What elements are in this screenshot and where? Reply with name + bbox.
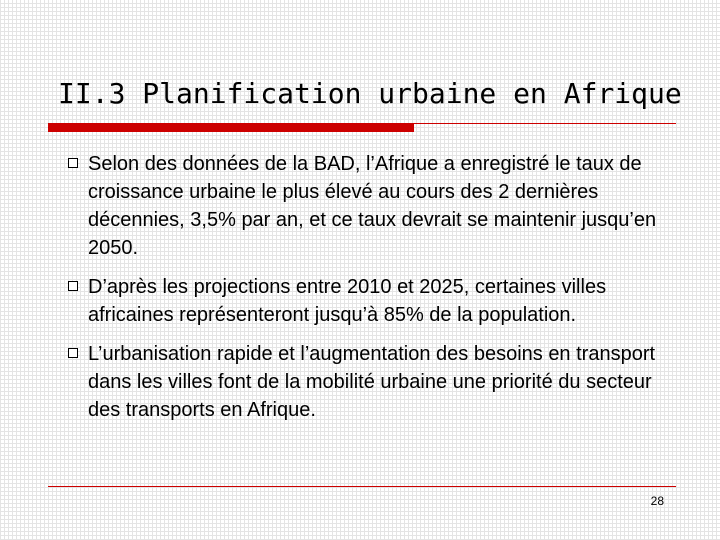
page-number: 28 [650,494,664,508]
bullet-list [68,150,688,435]
bullet-item [68,340,688,424]
bullet-item [68,273,688,329]
square-bullet-icon [68,281,78,291]
bullet-text: D’après les projections entre 2010 et 2025, certaines villes africaines représenteront jusqu’à 85% de la population. [88,276,607,326]
square-bullet-icon [68,348,78,358]
footer-rule [48,486,676,487]
square-bullet-icon [68,158,78,168]
title-underline-thick [48,124,414,132]
bullet-text: L’urbanisation rapide et l’augmentation des besoins en transport dans les villes font de la mobilité urbaine une priorité du secteur des transports en Afrique. [88,343,656,421]
bullet-item [68,150,688,262]
slide-title: II.3 Planification urbaine en Afrique [58,77,682,110]
bullet-text: Selon des données de la BAD, l’Afrique a enregistré le taux de croissance urbaine le plus élevé au cours des 2 dernières décennies, 3,5% par an, et ce taux devrait se maintenir jusqu’en 2050. [88,153,657,259]
